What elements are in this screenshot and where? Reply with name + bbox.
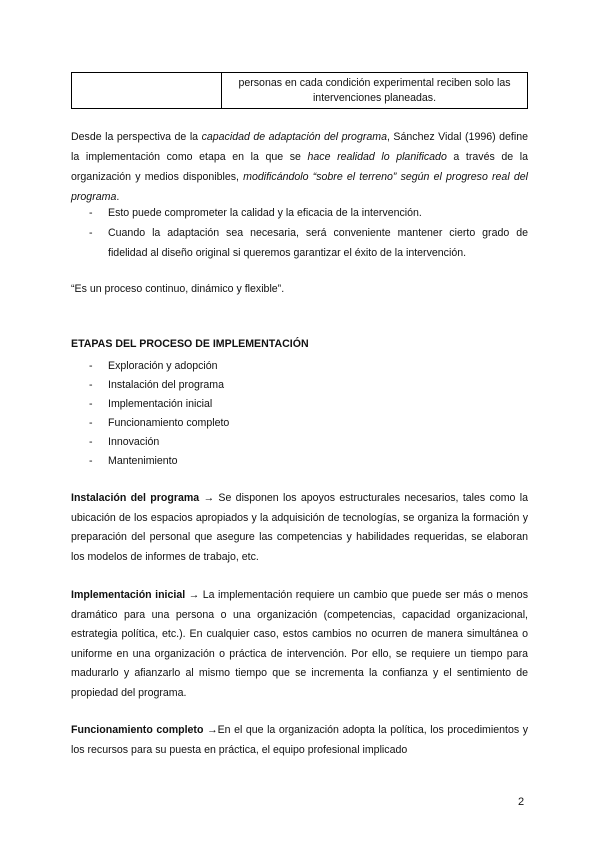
arrow-glyph: →	[203, 724, 218, 736]
section-body: Se disponen los apoyos estructurales necesarios, tales como la ubicación de los espacios apropiados y la adquisición de tecnologías, se organiza la formación y preparación del personal que asegure las competencias y habilidades requeridas, se elaboran los modelos de informes de trabajo, etc.	[71, 492, 528, 563]
section-implementacion-inicial	[71, 586, 528, 703]
section-instalacion	[71, 489, 528, 567]
intro-text-3: a través de la organización y medios disponibles,	[71, 151, 528, 183]
list-item	[89, 376, 229, 395]
list-item	[89, 395, 229, 414]
list-item	[89, 414, 229, 433]
step-label: Innovación	[108, 436, 160, 448]
section-body: En el que la organización adopta la política, los procedimientos y los recursos para su puesta en práctica, el equipo profesional implicado	[71, 724, 528, 756]
intro-italic-1: capacidad de adaptación del programa	[201, 131, 387, 143]
intro-italic-2: hace realidad lo planificado	[307, 151, 447, 163]
list-item-text: Esto puede comprometer la calidad y la eficacia de la intervención.	[108, 207, 422, 219]
arrow-glyph: →	[185, 589, 203, 601]
list-item	[89, 452, 229, 471]
step-label: Implementación inicial	[108, 398, 213, 410]
list-item	[89, 203, 528, 223]
section-heading: ETAPAS DEL PROCESO DE IMPLEMENTACIÓN	[71, 338, 309, 350]
bullet-dash: -	[89, 417, 93, 429]
section-title: Instalación del programa	[71, 492, 200, 504]
intro-text-4: .	[116, 191, 120, 203]
bullet-dash: -	[89, 379, 93, 391]
intro-text-2: , Sánchez Vidal (1996) define la implementación como etapa en la que se	[71, 131, 529, 163]
step-label: Mantenimiento	[108, 455, 178, 467]
section-body: La implementación requiere un cambio que puede ser más o menos dramático para una persona o una organización (competencias, capacidad organizacional, estrategia política, etc.). En cualquier caso, estos cambios no ocurren de manera simultánea o uniforme en una organización o práctica de intervención. Por ello, se requiere un tiempo para madurarlo y afianzarlo al mismo tiempo que se incrementa la confianza y el sentimiento de propiedad del programa.	[71, 589, 528, 699]
table-cell-right: personas en cada condición experimental reciben solo las intervenciones planeadas.	[238, 77, 511, 104]
intro-paragraph	[71, 127, 528, 207]
page-number: 2	[518, 796, 525, 808]
step-label: Funcionamiento completo	[108, 417, 230, 429]
list-item	[89, 433, 229, 452]
bullet-dash: -	[89, 436, 93, 448]
section-title: Implementación inicial	[71, 589, 186, 601]
section-funcionamiento-completo	[71, 721, 528, 760]
intro-italic-3: modificándolo “sobre el terreno” según el progreso real del programa	[71, 171, 528, 203]
table-cell-left	[72, 73, 222, 108]
list-item	[89, 357, 229, 376]
arrow-glyph: →	[199, 492, 219, 504]
bullet-dash: -	[89, 455, 93, 467]
list-item	[89, 223, 528, 263]
table-fragment	[71, 72, 528, 109]
bullet-dash: -	[89, 398, 93, 410]
intro-text-1: Desde la perspectiva de la	[71, 131, 202, 143]
bullet-dash: -	[89, 227, 93, 239]
bullet-dash: -	[89, 207, 93, 219]
section-title: Funcionamiento completo	[71, 724, 204, 736]
bullet-dash: -	[89, 360, 93, 372]
step-label: Exploración y adopción	[108, 360, 218, 372]
list-item-text: Cuando la adaptación sea necesaria, será conveniente mantener cierto grado de fidelidad al diseño original si queremos garantizar el éxito de la intervención.	[108, 227, 528, 259]
step-label: Instalación del programa	[108, 379, 225, 391]
quote: “Es un proceso continuo, dinámico y flexible”.	[71, 283, 285, 295]
intro-bullet-list	[89, 203, 528, 263]
steps-list	[89, 357, 229, 471]
